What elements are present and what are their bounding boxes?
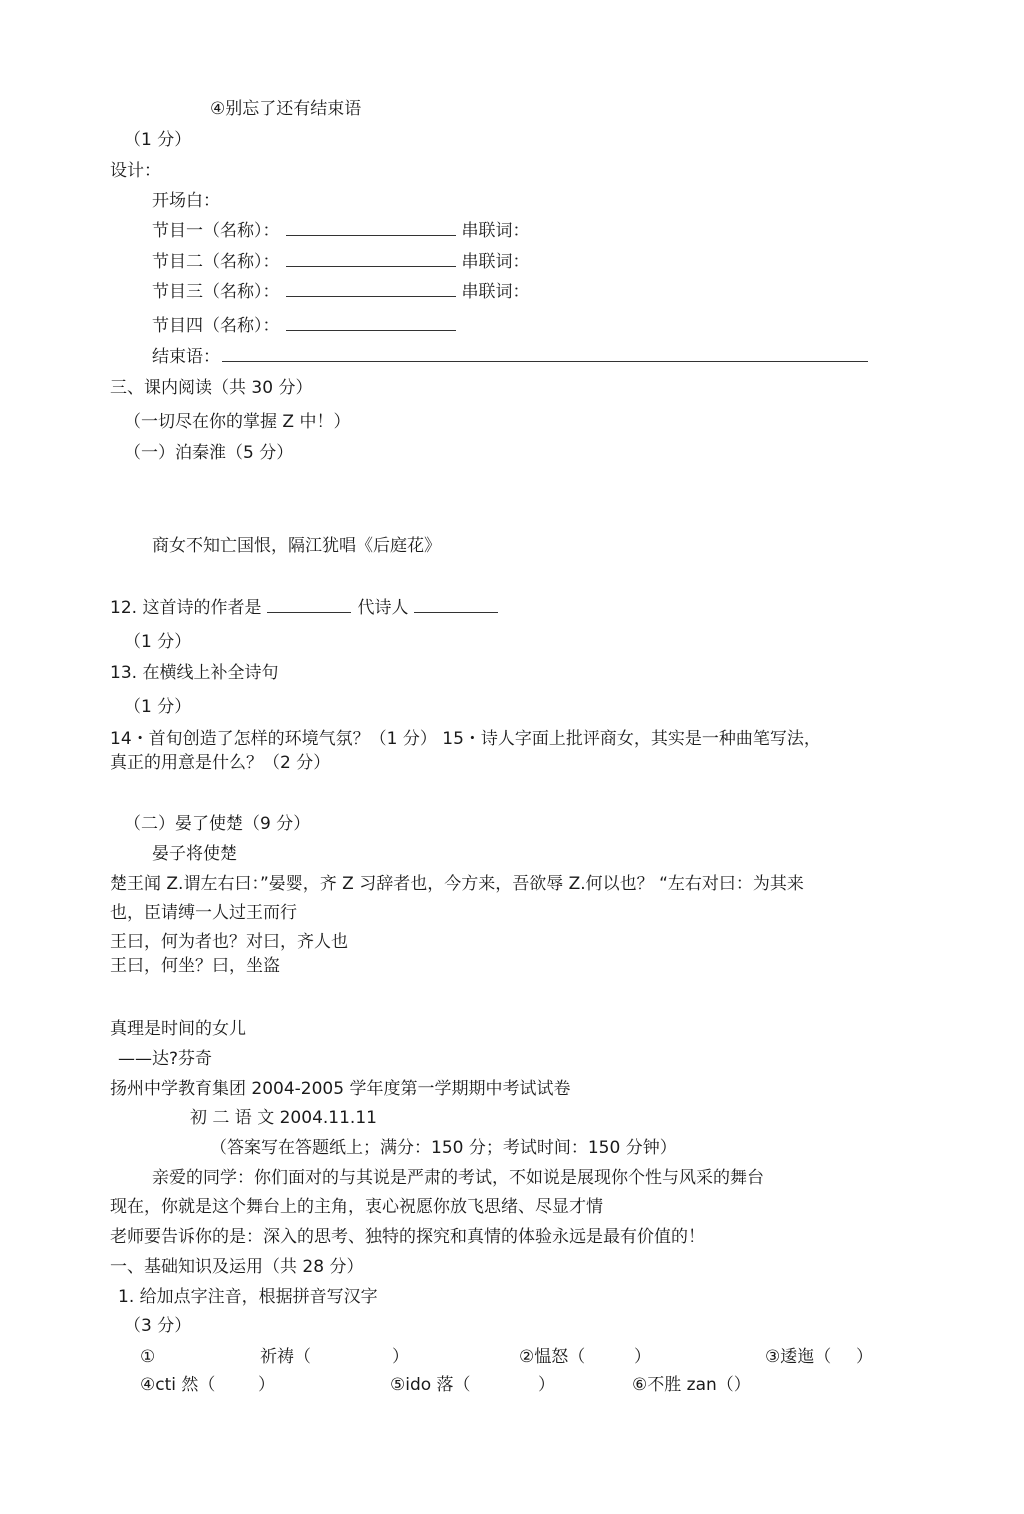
question-text: 代诗人 bbox=[357, 598, 409, 618]
end-label: 结束语： bbox=[152, 347, 220, 367]
intro-line: 老师要告诉你的是：深入的思考、独特的探究和真情的体验永远是最有价值的！ bbox=[110, 1227, 705, 1247]
program-row bbox=[152, 281, 530, 303]
motto-author: ——达?芬奇 bbox=[118, 1049, 213, 1069]
program-label: 节目三（名称）： bbox=[152, 282, 280, 302]
program-label: 节目一（名称）： bbox=[152, 221, 280, 241]
item: ②愠怒（ bbox=[519, 1347, 586, 1367]
item: ③逶迤（ bbox=[765, 1347, 832, 1367]
answer-blank bbox=[286, 282, 456, 297]
program-label: 节目二（名称）： bbox=[152, 252, 280, 272]
answer-blank bbox=[414, 598, 498, 613]
text-line: （一切尽在你的掌握 Z 中！） bbox=[124, 412, 351, 432]
item: 祈祷（ bbox=[260, 1347, 311, 1367]
question bbox=[110, 597, 504, 619]
item: ④cti 然（ bbox=[140, 1375, 216, 1395]
program-row bbox=[152, 251, 530, 273]
section-heading: 三、课内阅读（共 30 分） bbox=[110, 378, 313, 398]
question: 14・首旬创造了怎样的环境气氛？（1 分） 15・诗人字面上批评商女，其实是一种曲笔写法， bbox=[110, 729, 821, 749]
answer-blank bbox=[286, 221, 456, 236]
score-note: （1 分） bbox=[124, 130, 192, 150]
item: ） bbox=[258, 1375, 275, 1395]
text-line: ④别忘了还有结束语 bbox=[210, 99, 362, 119]
item: ⑤ido 落（ bbox=[390, 1375, 471, 1395]
link-label: 串联词： bbox=[461, 221, 530, 241]
answer-blank bbox=[286, 252, 456, 267]
passage-line: 王曰，何坐？曰，坐盗 bbox=[110, 956, 280, 976]
item: ） bbox=[392, 1347, 409, 1367]
intro-line: 现在，你就是这个舞台上的主角，衷心祝愿你放飞思绪、尽显才情 bbox=[110, 1197, 603, 1217]
subsection-heading: （二）晏了使楚（9 分） bbox=[124, 814, 311, 834]
program-row bbox=[152, 315, 462, 337]
motto: 真理是时间的女儿 bbox=[110, 1019, 246, 1039]
item: ） bbox=[538, 1375, 555, 1395]
intro-line: 亲爱的同学：你们面对的与其说是严肃的考试，不如说是展现你个性与风采的舞台 bbox=[152, 1168, 764, 1188]
item: ） bbox=[634, 1347, 651, 1367]
text-line: 开场白： bbox=[152, 191, 220, 211]
passage-line: 也，臣请缚一人过王而行 bbox=[110, 903, 297, 923]
passage-line: 王曰，何为者也？对曰，齐人也 bbox=[110, 932, 348, 952]
program-row bbox=[152, 220, 530, 242]
exam-instructions: （答案写在答题纸上；满分：150 分；考试时间：150 分钟） bbox=[210, 1138, 677, 1158]
item: ⑥不胜 zan（） bbox=[632, 1375, 751, 1395]
text-line: 设计： bbox=[110, 161, 161, 181]
question: 13. 在横线上补全诗句 bbox=[110, 663, 279, 683]
question: 真正的用意是什么？（2 分） bbox=[110, 753, 331, 773]
score-note: （1 分） bbox=[124, 632, 192, 652]
question-text: 12. 这首诗的作者是 bbox=[110, 598, 262, 618]
question: 1. 给加点字注音，根据拼音写汉字 bbox=[118, 1287, 378, 1307]
item: ） bbox=[856, 1347, 873, 1367]
section-heading: 一、基础知识及运用（共 28 分） bbox=[110, 1257, 364, 1277]
passage-title: 晏子将使楚 bbox=[152, 844, 237, 864]
score-note: （3 分） bbox=[124, 1316, 192, 1336]
program-label: 节目四（名称）： bbox=[152, 316, 280, 336]
exam-header: 扬州中学教育集团 2004-2005 学年度第一学期期中考试试卷 bbox=[110, 1079, 571, 1099]
item: ① bbox=[140, 1347, 156, 1367]
passage-line: 楚王闻 Z.谓左右曰：”晏婴，齐 Z 习辞者也，今方来，吾欲辱 Z.何以也？ “左右对曰：为其来 bbox=[110, 874, 804, 894]
subsection-heading: （一）泊秦淮（5 分） bbox=[124, 443, 294, 463]
answer-blank bbox=[286, 316, 456, 331]
link-label: 串联词： bbox=[461, 252, 530, 272]
poem-line: 商女不知亡国恨，隔江犹唱《后庭花》 bbox=[152, 536, 441, 556]
answer-blank bbox=[222, 347, 868, 362]
link-label: 串联词： bbox=[461, 282, 530, 302]
program-row bbox=[152, 346, 874, 368]
answer-blank bbox=[267, 598, 351, 613]
score-note: （1 分） bbox=[124, 697, 192, 717]
exam-subject: 初 二 语 文 2004.11.11 bbox=[190, 1108, 377, 1128]
